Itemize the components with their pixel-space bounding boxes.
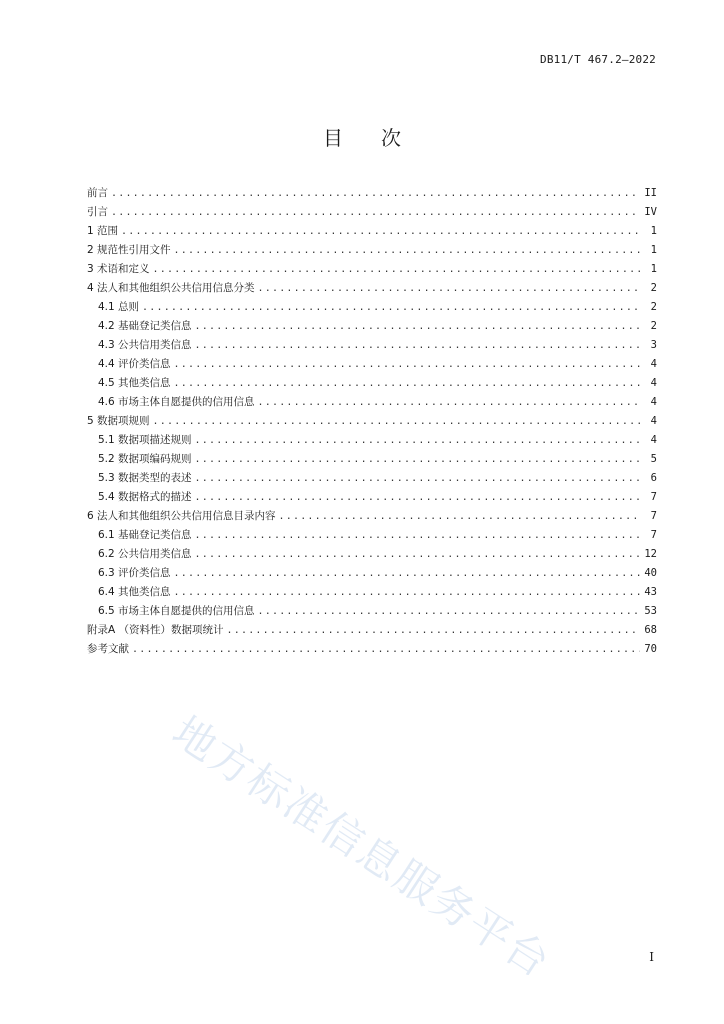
toc-entry[interactable] <box>87 640 657 659</box>
toc-leader-dots <box>195 317 640 336</box>
toc-leader-dots <box>174 583 640 602</box>
toc-entry-page: 4 <box>650 358 657 370</box>
toc-entry-page: 7 <box>650 529 657 541</box>
toc-entry[interactable] <box>87 564 657 583</box>
toc-leader-dots <box>279 507 640 526</box>
toc-leader-dots <box>153 260 640 279</box>
toc-entry-page: IV <box>644 206 657 218</box>
toc-entry[interactable] <box>87 298 657 317</box>
toc-entry[interactable] <box>87 336 657 355</box>
toc-leader-dots <box>174 241 640 260</box>
toc-entry-label: 4.1 总则 <box>98 301 140 313</box>
toc-entry-page: 3 <box>650 339 657 351</box>
toc-leader-dots <box>111 203 640 222</box>
toc-leader-dots <box>258 602 640 621</box>
toc-entry-label: 5.2 数据项编码规则 <box>98 453 192 465</box>
toc-entry[interactable] <box>87 184 657 203</box>
toc-entry-label: 5.4 数据格式的描述 <box>98 491 192 503</box>
toc-entry[interactable] <box>87 241 657 260</box>
toc-entry-label: 4.4 评价类信息 <box>98 358 171 370</box>
toc-entry[interactable] <box>87 260 657 279</box>
toc-leader-dots <box>174 374 640 393</box>
toc-leader-dots <box>227 621 640 640</box>
toc-leader-dots <box>195 526 640 545</box>
toc-entry-page: 12 <box>644 548 657 560</box>
toc-entry-page: 2 <box>650 282 657 294</box>
toc-entry-label: 5 数据项规则 <box>87 415 150 427</box>
toc-entry[interactable] <box>87 545 657 564</box>
toc-title-char-2: 次 <box>381 126 401 150</box>
toc-leader-dots <box>195 545 640 564</box>
toc-entry-page: II <box>644 187 657 199</box>
toc-entry-label: 1 范围 <box>87 225 119 237</box>
toc-entry-page: 7 <box>650 510 657 522</box>
toc-entry-label: 6.3 评价类信息 <box>98 567 171 579</box>
toc-leader-dots <box>174 564 640 583</box>
toc-entry[interactable] <box>87 412 657 431</box>
toc-leader-dots <box>142 298 640 317</box>
watermark: 地方标准信息服务平台 <box>163 706 560 988</box>
toc-leader-dots <box>195 450 640 469</box>
table-of-contents <box>87 184 657 659</box>
toc-entry-label: 6.1 基础登记类信息 <box>98 529 192 541</box>
toc-entry[interactable] <box>87 507 657 526</box>
toc-entry-label: 4.3 公共信用类信息 <box>98 339 192 351</box>
toc-title <box>0 122 724 151</box>
toc-entry[interactable] <box>87 583 657 602</box>
toc-entry-page: 53 <box>644 605 657 617</box>
toc-entry-page: 6 <box>650 472 657 484</box>
toc-leader-dots <box>132 640 640 659</box>
toc-entry-page: 4 <box>650 396 657 408</box>
toc-leader-dots <box>258 393 640 412</box>
toc-entry[interactable] <box>87 526 657 545</box>
toc-entry[interactable] <box>87 621 657 640</box>
toc-entry[interactable] <box>87 355 657 374</box>
toc-leader-dots <box>258 279 640 298</box>
toc-entry-page: 1 <box>650 263 657 275</box>
toc-leader-dots <box>195 488 640 507</box>
toc-leader-dots <box>195 336 640 355</box>
toc-entry-page: 40 <box>644 567 657 579</box>
toc-title-char-1: 目 <box>323 126 343 150</box>
toc-entry[interactable] <box>87 469 657 488</box>
toc-entry[interactable] <box>87 431 657 450</box>
toc-entry-page: 4 <box>650 415 657 427</box>
toc-entry[interactable] <box>87 279 657 298</box>
toc-entry-label: 前言 <box>87 187 108 199</box>
toc-entry-label: 5.1 数据项描述规则 <box>98 434 192 446</box>
toc-entry-page: 5 <box>650 453 657 465</box>
toc-entry-label: 6 法人和其他组织公共信用信息目录内容 <box>87 510 276 522</box>
toc-entry-page: 2 <box>650 320 657 332</box>
toc-entry-label: 2 规范性引用文件 <box>87 244 171 256</box>
toc-entry[interactable] <box>87 393 657 412</box>
toc-entry-label: 3 术语和定义 <box>87 263 150 275</box>
toc-entry[interactable] <box>87 450 657 469</box>
toc-entry-page: 4 <box>650 434 657 446</box>
toc-entry-label: 6.5 市场主体自愿提供的信用信息 <box>98 605 255 617</box>
toc-entry[interactable] <box>87 317 657 336</box>
toc-entry-label: 引言 <box>87 206 108 218</box>
toc-entry-label: 6.2 公共信用类信息 <box>98 548 192 560</box>
toc-leader-dots <box>121 222 640 241</box>
page-number: I <box>649 950 654 964</box>
toc-entry[interactable] <box>87 203 657 222</box>
toc-leader-dots <box>153 412 640 431</box>
toc-leader-dots <box>174 355 640 374</box>
toc-entry[interactable] <box>87 374 657 393</box>
toc-entry-label: 4.2 基础登记类信息 <box>98 320 192 332</box>
toc-leader-dots <box>195 431 640 450</box>
toc-entry[interactable] <box>87 222 657 241</box>
toc-entry-label: 参考文献 <box>87 643 129 655</box>
document-code: DB11/T 467.2—2022 <box>540 53 656 66</box>
toc-entry-label: 4.6 市场主体自愿提供的信用信息 <box>98 396 255 408</box>
toc-entry-label: 5.3 数据类型的表述 <box>98 472 192 484</box>
toc-entry-page: 70 <box>644 643 657 655</box>
toc-entry-page: 68 <box>644 624 657 636</box>
toc-leader-dots <box>111 184 640 203</box>
toc-entry-page: 2 <box>650 301 657 313</box>
toc-entry-label: 附录A （资料性）数据项统计 <box>87 624 224 636</box>
toc-leader-dots <box>195 469 640 488</box>
toc-entry-page: 4 <box>650 377 657 389</box>
toc-entry[interactable] <box>87 602 657 621</box>
toc-entry-page: 1 <box>650 244 657 256</box>
toc-entry-page: 1 <box>650 225 657 237</box>
toc-entry-label: 6.4 其他类信息 <box>98 586 171 598</box>
toc-entry-page: 7 <box>650 491 657 503</box>
toc-entry[interactable] <box>87 488 657 507</box>
toc-entry-label: 4 法人和其他组织公共信用信息分类 <box>87 282 255 294</box>
toc-entry-label: 4.5 其他类信息 <box>98 377 171 389</box>
toc-entry-page: 43 <box>644 586 657 598</box>
